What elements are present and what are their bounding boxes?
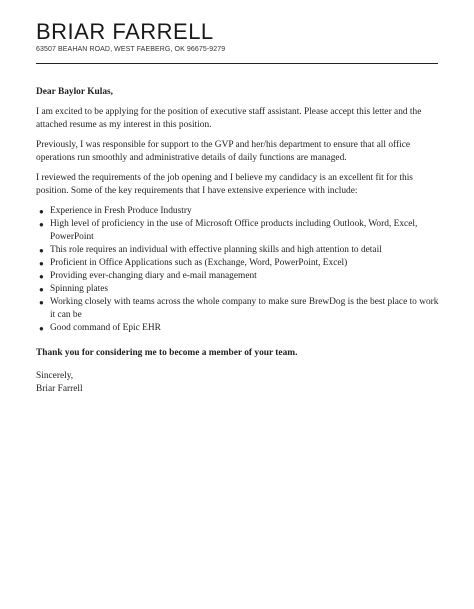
requirement-text: High level of proficiency in the use of Microsoft Office products including Outlook, Word, Excel, PowerPoint <box>50 219 418 242</box>
bullet-icon: ● <box>39 272 44 281</box>
list-item <box>39 296 440 322</box>
experience-paragraph: Previously, I was responsible for support to the GVP and her/his department to ensure that all office operations run smoothly and administrative details of daily functions are managed. <box>36 140 411 163</box>
bullet-icon: ● <box>39 207 44 216</box>
requirement-text: Good command of Epic EHR <box>50 323 161 333</box>
list-item <box>39 283 440 296</box>
closing-line: Thank you for considering me to become a member of your team. <box>36 348 298 358</box>
list-item <box>39 270 440 283</box>
salutation: Dear Baylor Kulas, <box>36 87 113 97</box>
list-item <box>39 244 440 257</box>
valediction: Sincerely, <box>36 371 74 381</box>
list-item <box>39 322 440 335</box>
applicant-name: BRIAR FARRELL <box>36 19 214 44</box>
requirement-text: Spinning plates <box>50 284 109 294</box>
requirement-text: Experience in Fresh Produce Industry <box>50 206 192 216</box>
letter-body <box>36 86 440 396</box>
list-item <box>39 218 440 244</box>
intro-paragraph: I am excited to be applying for the position of executive staff assistant. Please accept this letter and the attached resume as my interest in this position. <box>36 107 422 130</box>
list-item <box>39 205 440 218</box>
bullet-icon: ● <box>39 220 44 229</box>
bullet-icon: ● <box>39 246 44 255</box>
bullet-icon: ● <box>39 298 44 307</box>
list-item <box>39 257 440 270</box>
letter-header <box>36 20 438 53</box>
requirements-paragraph: I reviewed the requirements of the job opening and I believe my candidacy is an excellent fit for this position. Some of the key requirements that I have extensive experience with include: <box>36 173 413 196</box>
requirement-text: Working closely with teams across the whole company to make sure BrewDog is the best place to work it can be <box>50 297 439 320</box>
bullet-icon: ● <box>39 324 44 333</box>
signature-name: Briar Farrell <box>36 384 83 394</box>
requirement-text: This role requires an individual with effective planning skills and high attention to detail <box>50 245 382 255</box>
applicant-address: 63507 BEAHAN ROAD, WEST FAEBERG, OK 96675-9279 <box>36 46 226 53</box>
requirements-list <box>36 205 440 335</box>
requirement-text: Providing ever-changing diary and e-mail management <box>50 271 257 281</box>
header-divider <box>36 63 438 64</box>
bullet-icon: ● <box>39 285 44 294</box>
bullet-icon: ● <box>39 259 44 268</box>
requirement-text: Proficient in Office Applications such as (Exchange, Word, PowerPoint, Excel) <box>50 258 348 268</box>
